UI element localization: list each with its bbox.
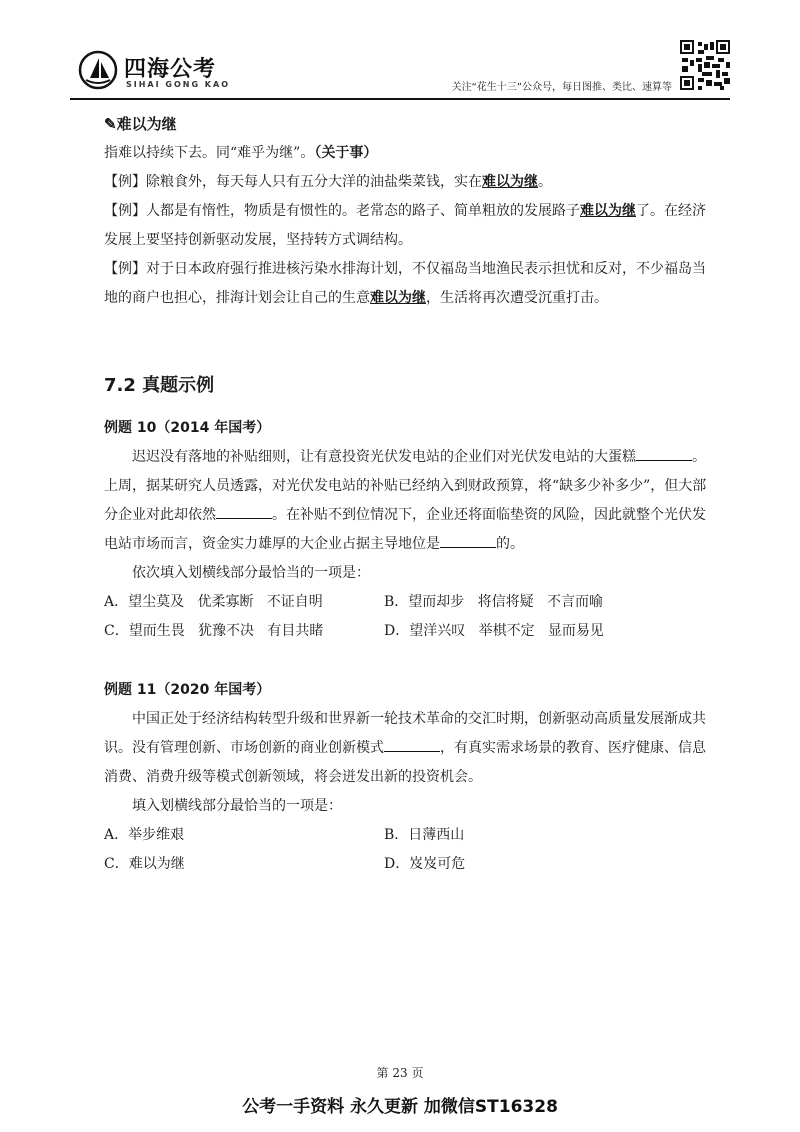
highlight-word: 难以为继 xyxy=(580,203,636,219)
answer-options xyxy=(104,821,718,879)
option-b: B．望而却步 将信将疑 不言而喻 xyxy=(384,594,603,610)
logo-text: 四海公考 xyxy=(124,57,217,82)
term-title: ✎难以为继 xyxy=(104,115,177,133)
answer-options xyxy=(104,588,718,646)
question-text: 中国正处于经济结构转型升级和世界新一轮技术革命的交汇时期，创新驱动高质量发展渐成共识。没有管理创新、市场创新的商业创新模式 ，有真实需求场景的教育、医疗健康、信息消费、消费升级等模式创新领域，将会迸发出新的投资机会。 xyxy=(104,711,706,785)
sailboat-logo-icon xyxy=(78,50,118,90)
option-c: C．望而生畏 犹豫不决 有目共睹 xyxy=(104,623,324,639)
highlight-word: 难以为继 xyxy=(370,290,426,306)
answer-blank xyxy=(636,446,692,461)
logo-subtext: SIHAI GONG KAO xyxy=(126,80,230,89)
option-d: D．望洋兴叹 举棋不定 显而易见 xyxy=(384,623,604,639)
header-note: 关注“花生十三”公众号，每日图推、类比、速算等 xyxy=(451,82,672,93)
qr-code-icon xyxy=(680,40,730,90)
option-b: B．日薄西山 xyxy=(384,827,465,843)
term-example-3: 【例】对于日本政府强行推进核污染水排海计划，不仅福岛当地渔民表示担忧和反对，不少福岛当地的商户也担心，排海计划会让自己的生意难以为继，生活将再次遭受沉重打击。 xyxy=(104,261,706,306)
question-prompt: 填入划横线部分最恰当的一项是： xyxy=(132,798,342,814)
term-category: （关于事） xyxy=(314,145,378,161)
section-title: 7.2 真题示例 xyxy=(104,375,215,396)
highlight-word: 难以为继 xyxy=(482,174,538,190)
header-divider xyxy=(70,98,730,100)
term-example-1: 【例】除粮食外，每天每人只有五分大洋的油盐柴菜钱，实在难以为继。 xyxy=(104,174,552,190)
page-header xyxy=(70,40,730,102)
answer-blank xyxy=(384,737,440,752)
question-heading: 例题 11（2020 年国考） xyxy=(104,682,271,698)
page-number: 第 23 页 xyxy=(376,1066,424,1080)
option-d: D．岌岌可危 xyxy=(384,856,466,872)
footer-text: 公考一手资料 永久更新 加微信ST16328 xyxy=(242,1097,558,1117)
question-prompt: 依次填入划横线部分最恰当的一项是： xyxy=(132,565,370,581)
option-c: C．难以为继 xyxy=(104,856,185,872)
question-heading: 例题 10（2014 年国考） xyxy=(104,420,271,436)
answer-blank xyxy=(216,504,272,519)
spacer xyxy=(104,646,718,668)
option-a: A．望尘莫及 优柔寡断 不证自明 xyxy=(104,594,323,610)
question-text: 迟迟没有落地的补贴细则，让有意投资光伏发电站的企业们对光伏发电站的大蛋糕 。上周，据某研究人员透露，对光伏发电站的补贴已经纳入到财政预算，将“缺多少补多少”，但大部分企业对此却依然 。在补贴不到位情况下，企业还将面临垫资的风险，因此就整个光伏发电站市场而言，资金实力雄厚的大企业占据主导地位是 的。 xyxy=(104,443,718,559)
term-definition: 指难以持续下去。同“难乎为继”。（关于事） xyxy=(104,145,378,161)
option-a: A．举步维艰 xyxy=(104,827,185,843)
answer-blank xyxy=(440,533,496,548)
term-example-2: 【例】人都是有惰性，物质是有惯性的。老常态的路子、简单粗放的发展路子难以为继了。在经济发展上要坚持创新驱动发展，坚持转方式调结构。 xyxy=(104,203,706,248)
page-content xyxy=(104,110,718,879)
